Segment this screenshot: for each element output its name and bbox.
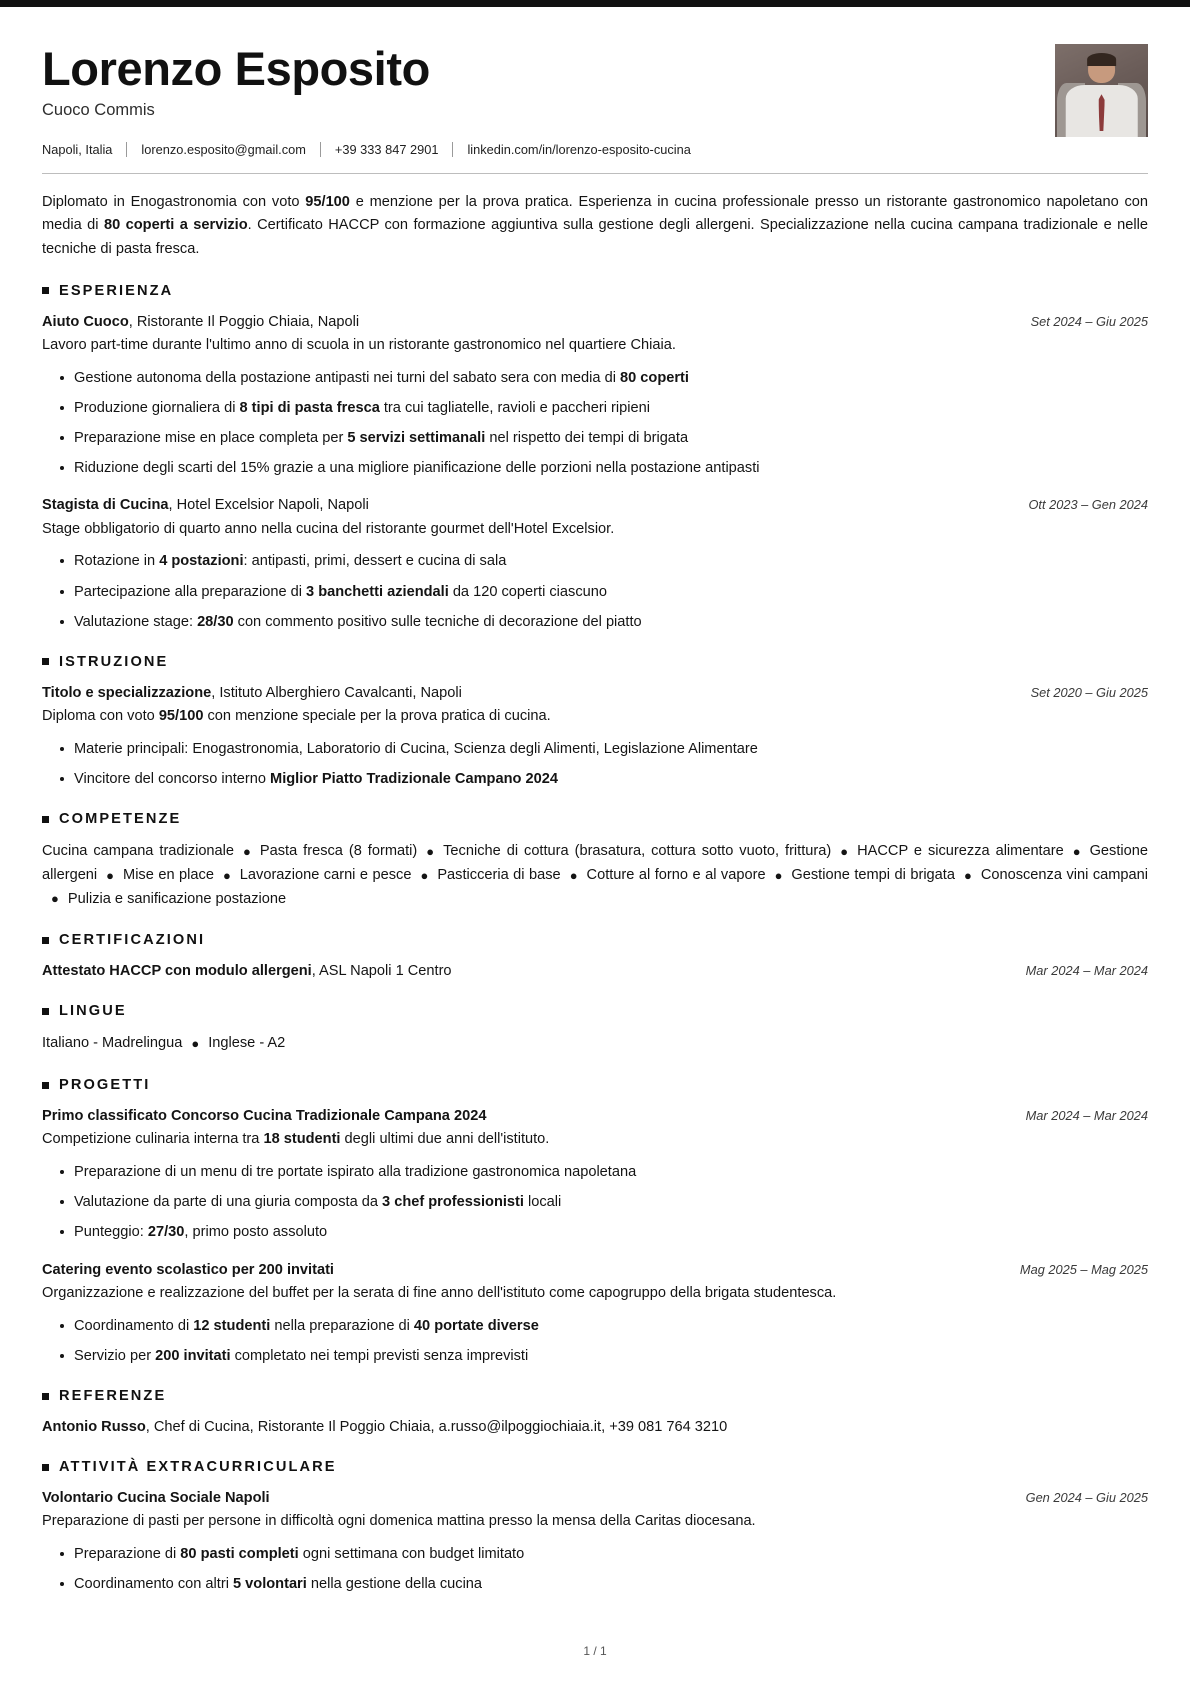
entry-description: Preparazione di pasti per persone in difficoltà ogni domenica mattina presso la mensa della Caritas diocesana. (42, 1513, 756, 1530)
page-footer (42, 1644, 1148, 1684)
separator-dot: ● (569, 867, 578, 883)
entry-title: Volontario Cucina Sociale Napoli (42, 1490, 270, 1507)
referenze-entries (42, 1417, 1148, 1438)
header-divider (42, 173, 1148, 174)
list-item: Conoscenza vini campani (980, 867, 1148, 883)
list-item: Punteggio: 27/30, primo posto assoluto (42, 1221, 1148, 1243)
section-heading-label: ESPERIENZA (59, 282, 174, 299)
entry-description: Lavoro part-time durante l'ultimo anno di scuola in un ristorante gastronomico nel quartiere Chiaia. (42, 336, 676, 353)
identity-block (42, 44, 1037, 157)
list-item: Materie principali: Enogastronomia, Laboratorio di Cucina, Scienza degli Alimenti, Legislazione Alimentare (42, 738, 1148, 760)
section-lingue (42, 1003, 1148, 1056)
entry-title: Titolo e specializzazione, Istituto Alberghiero Cavalcanti, Napoli (42, 684, 462, 701)
separator-dot: ● (840, 843, 849, 859)
entry-date: Mar 2024 – Mar 2024 (1025, 1108, 1148, 1124)
entry-date: Gen 2024 – Giu 2025 (1025, 1490, 1148, 1506)
entry-date: Set 2020 – Giu 2025 (1030, 684, 1148, 700)
separator-dot: ● (106, 867, 115, 883)
entry-title: Primo classificato Concorso Cucina Tradizionale Campana 2024 (42, 1108, 487, 1125)
languages-list (42, 1032, 1148, 1056)
list-item: Rotazione in 4 postazioni: antipasti, primi, dessert e cucina di sala (42, 550, 1148, 572)
contact-phone[interactable]: +39 333 847 2901 (334, 141, 439, 157)
entry-header (42, 1417, 1148, 1438)
skills-list (42, 840, 1148, 911)
entry-date: Set 2024 – Giu 2025 (1030, 313, 1148, 329)
list-item: Vincitore del concorso interno Miglior Piatto Tradizionale Campano 2024 (42, 768, 1148, 790)
entry-title: Attestato HACCP con modulo allergeni, ASL Napoli 1 Centro (42, 963, 452, 980)
section-esperienza (42, 283, 1148, 633)
entry-header (42, 683, 1148, 704)
section-progetti (42, 1077, 1148, 1367)
list-item: Preparazione mise en place completa per 5 servizi settimanali nel rispetto dei tempi di brigata (42, 427, 1148, 449)
section-heading-label: COMPETENZE (59, 811, 182, 828)
square-bullet-icon (42, 816, 49, 823)
entry-header (42, 1488, 1148, 1509)
list-item: Tecniche di cottura (brasatura, cottura sotto vuoto, frittura) (443, 843, 832, 860)
section-heading-progetti (42, 1077, 1148, 1093)
entry (42, 683, 1148, 790)
list-item: Coordinamento di 12 studenti nella preparazione di 40 portate diverse (42, 1315, 1148, 1337)
square-bullet-icon (42, 1082, 49, 1089)
contact-divider (452, 142, 453, 157)
section-heading-label: REFERENZE (59, 1388, 167, 1405)
square-bullet-icon (42, 1464, 49, 1471)
list-item: Preparazione di 80 pasti completi ogni settimana con budget limitato (42, 1543, 1148, 1565)
separator-dot: ● (420, 867, 429, 883)
entry-date: Ott 2023 – Gen 2024 (1028, 497, 1148, 513)
list-item: Servizio per 200 invitati completato nei tempi previsti senza imprevisti (42, 1345, 1148, 1367)
square-bullet-icon (42, 1393, 49, 1400)
entry-title: Aiuto Cuoco, Ristorante Il Poggio Chiaia, Napoli (42, 313, 360, 330)
list-item: Valutazione stage: 28/30 con commento positivo sulle tecniche di decorazione del piatto (42, 611, 1148, 633)
entry-bullets (42, 1315, 1148, 1367)
entry-description: Organizzazione e realizzazione del buffet per la serata di fine anno dell'istituto come capogruppo della brigata studentesca. (42, 1284, 837, 1301)
separator-dot: ● (243, 843, 251, 859)
entry (42, 961, 1148, 982)
list-item: Lavorazione carni e pesce (239, 867, 412, 883)
entry-bullets (42, 738, 1148, 790)
separator-dot: ● (51, 891, 59, 907)
list-item: Riduzione degli scarti del 15% grazie a una migliore pianificazione delle porzioni nella postazione antipasti (42, 457, 1148, 479)
progetti-entries (42, 1106, 1148, 1367)
section-heading-esperienza (42, 283, 1148, 299)
section-extracurriculare (42, 1459, 1148, 1595)
section-heading-istruzione (42, 654, 1148, 670)
istruzione-entries (42, 683, 1148, 790)
list-item: Valutazione da parte di una giuria composta da 3 chef professionisti locali (42, 1191, 1148, 1213)
square-bullet-icon (42, 658, 49, 665)
entry-bullets (42, 367, 1148, 480)
section-heading-label: ATTIVITÀ EXTRACURRICULARE (59, 1459, 337, 1476)
list-item: Produzione giornaliera di 8 tipi di pasta fresca tra cui tagliatelle, ravioli e paccheri ripieni (42, 397, 1148, 419)
entry-bullets (42, 550, 1148, 633)
separator-dot: ● (774, 867, 783, 883)
separator-dot: ● (426, 843, 435, 859)
entry (42, 1488, 1148, 1595)
section-heading-label: LINGUE (59, 1003, 127, 1020)
entry (42, 1417, 1148, 1438)
square-bullet-icon (42, 287, 49, 294)
contact-location: Napoli, Italia (42, 141, 113, 157)
entry-description: Competizione culinaria interna tra 18 studenti degli ultimi due anni dell'istituto. (42, 1131, 550, 1148)
separator-dot: ● (222, 867, 231, 883)
list-item: Coordinamento con altri 5 volontari nella gestione della cucina (42, 1573, 1148, 1595)
entry-description: Diploma con voto 95/100 con menzione speciale per la prova pratica di cucina. (42, 708, 551, 725)
section-heading-label: PROGETTI (59, 1077, 151, 1094)
section-heading-competenze (42, 811, 1148, 827)
list-item: Pasta fresca (8 formati) (259, 843, 418, 860)
top-rule (0, 0, 1190, 7)
entry-header (42, 1106, 1148, 1127)
list-item: Pulizia e sanificazione postazione (67, 890, 287, 907)
avatar-hair (1087, 53, 1117, 66)
list-item: Cotture al forno e al vapore (586, 867, 766, 883)
section-competenze (42, 811, 1148, 911)
entry-bullets (42, 1543, 1148, 1595)
section-heading-referenze (42, 1388, 1148, 1404)
entry-title: Catering evento scolastico per 200 invitati (42, 1261, 334, 1278)
square-bullet-icon (42, 1008, 49, 1015)
entry-date: Mar 2024 – Mar 2024 (1025, 963, 1148, 979)
contact-linkedin[interactable]: linkedin.com/in/lorenzo-esposito-cucina (467, 141, 691, 157)
esperienza-entries (42, 312, 1148, 633)
page-number: 1 / 1 (583, 1643, 607, 1658)
entry (42, 1260, 1148, 1367)
square-bullet-icon (42, 937, 49, 944)
entry-header (42, 1260, 1148, 1281)
list-item: HACCP e sicurezza alimentare (857, 843, 1064, 860)
entry (42, 495, 1148, 633)
entry-header (42, 961, 1148, 982)
candidate-role: Cuoco Commis (42, 100, 155, 119)
entry-date: Mag 2025 – Mag 2025 (1019, 1261, 1148, 1277)
section-heading-lingue (42, 1003, 1148, 1019)
separator-dot: ● (191, 1036, 200, 1052)
section-referenze (42, 1388, 1148, 1438)
entry-bullets (42, 1161, 1148, 1244)
candidate-name: Lorenzo Esposito (42, 42, 430, 95)
section-certificazioni (42, 932, 1148, 982)
list-item: Gestione tempi di brigata (791, 867, 955, 883)
contact-email[interactable]: lorenzo.esposito@gmail.com (141, 141, 306, 157)
list-item: Pasticceria di base (437, 867, 561, 883)
list-item: Italiano - Madrelingua (42, 1035, 183, 1052)
section-istruzione (42, 654, 1148, 790)
list-item: Preparazione di un menu di tre portate ispirato alla tradizione gastronomica napoletana (42, 1161, 1148, 1183)
list-item: Inglese - A2 (208, 1035, 286, 1052)
section-heading-certificazioni (42, 932, 1148, 948)
list-item: Gestione autonoma della postazione antipasti nei turni del sabato sera con media di 80 coperti (42, 367, 1148, 389)
list-item: Partecipazione alla preparazione di 3 banchetti aziendali da 120 coperti ciascuno (42, 581, 1148, 603)
entry-header (42, 495, 1148, 516)
avatar (1055, 44, 1148, 137)
section-heading-extracurriculare (42, 1459, 1148, 1475)
entry-title: Stagista di Cucina, Hotel Excelsior Napoli, Napoli (42, 497, 369, 514)
contact-divider (126, 142, 127, 157)
section-heading-label: CERTIFICAZIONI (59, 932, 206, 949)
resume-header (42, 30, 1148, 157)
entry (42, 312, 1148, 480)
separator-dot: ● (1072, 843, 1081, 859)
profile-summary: Diplomato in Enogastronomia con voto 95/100 e menzione per la prova pratica. Esperienza in cucina professionale presso un ristorante gastronomico napoletano con media di 80 coperti a servizio. Certificato HACCP con formazione aggiuntiva sulla gestione degli allergeni. Specializzazione nella cucina campana tradizionale e nelle tecniche di pasta fresca. (42, 193, 1148, 258)
separator-dot: ● (963, 867, 972, 883)
entry (42, 1106, 1148, 1244)
contact-bar (42, 142, 1037, 157)
contact-divider (320, 142, 321, 157)
entry-title: Antonio Russo, Chef di Cucina, Ristorante Il Poggio Chiaia, a.russo@ilpoggiochiaia.it, +39 081 764 3210 (42, 1419, 728, 1436)
list-item: Mise en place (123, 867, 214, 883)
extracurriculare-entries (42, 1488, 1148, 1595)
list-item: Gestione allergeni (42, 843, 1148, 883)
section-heading-label: ISTRUZIONE (59, 653, 169, 670)
list-item: Cucina campana tradizionale (42, 843, 235, 860)
entry-description: Stage obbligatorio di quarto anno nella cucina del ristorante gourmet dell'Hotel Excelsior. (42, 520, 615, 537)
entry-header (42, 312, 1148, 333)
certificazioni-entries (42, 961, 1148, 982)
